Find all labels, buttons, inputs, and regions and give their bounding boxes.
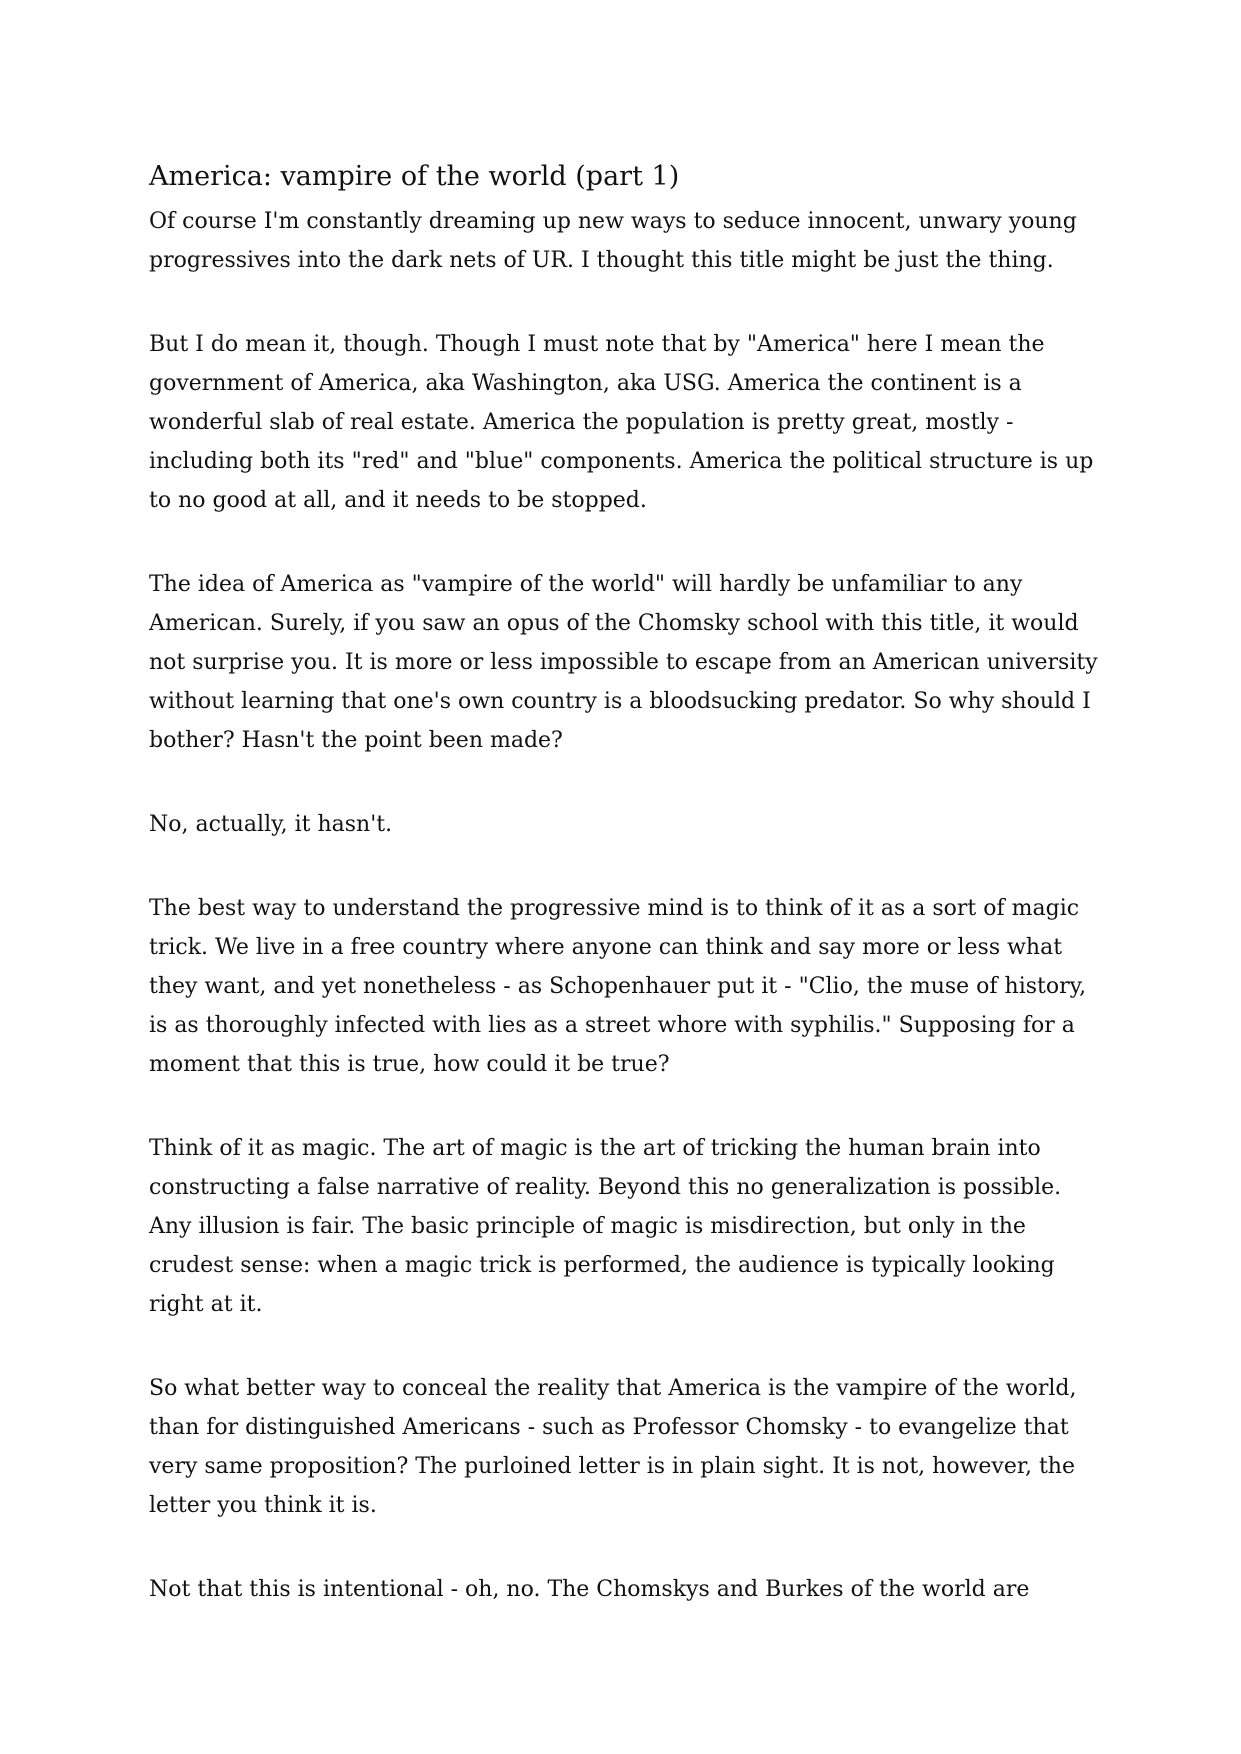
paragraph: Not that this is intentional - oh, no. The Chomskys and Burkes of the world are [149, 1577, 1030, 1602]
paragraph: Think of it as magic. The art of magic is the art of tricking the human brain into constructing a false narrative of reality. Beyond this no generalization is possible. Any illusion is fair. The basic principle of magic is misdirection, but only in the crudest sense: when a magic trick is performed, the audience is typically looking right at it. [149, 1136, 1062, 1317]
paragraph: The idea of America as "vampire of the world" will hardly be unfamiliar to any American. Surely, if you saw an opus of the Chomsky school with this title, it would not surprise you. It is more or less impossible to escape from an American university without learning that one's own country is a bloodsucking predator. So why should I bother? Hasn't the point been made? [149, 572, 1098, 753]
paragraph: The best way to understand the progressive mind is to think of it as a sort of magic trick. We live in a free country where anyone can think and say more or less what they want, and yet nonetheless - as Schopenhauer put it - "Clio, the muse of history, is as thoroughly infected with lies as a street whore with syphilis." Supposing for a moment that this is true, how could it be true? [149, 896, 1087, 1077]
paragraph: Of course I'm constantly dreaming up new ways to seduce innocent, unwary young progressives into the dark nets of UR. I thought this title might be just the thing. [149, 209, 1077, 273]
paragraph: But I do mean it, though. Though I must note that by "America" here I mean the government of America, aka Washington, aka USG. America the continent is a wonderful slab of real estate. America the population is pretty great, mostly - including both its "red" and "blue" components. America the political structure is up to no good at all, and it needs to be stopped. [149, 332, 1094, 513]
paragraph: So what better way to conceal the reality that America is the vampire of the world, than for distinguished Americans - such as Professor Chomsky - to evangelize that very same proposition? The purloined letter is in plain sight. It is not, however, the letter you think it is. [149, 1376, 1077, 1518]
article-body [149, 158, 1154, 1609]
paragraph: No, actually, it hasn't. [149, 812, 393, 837]
article-title: America: vampire of the world (part 1) [149, 161, 680, 192]
